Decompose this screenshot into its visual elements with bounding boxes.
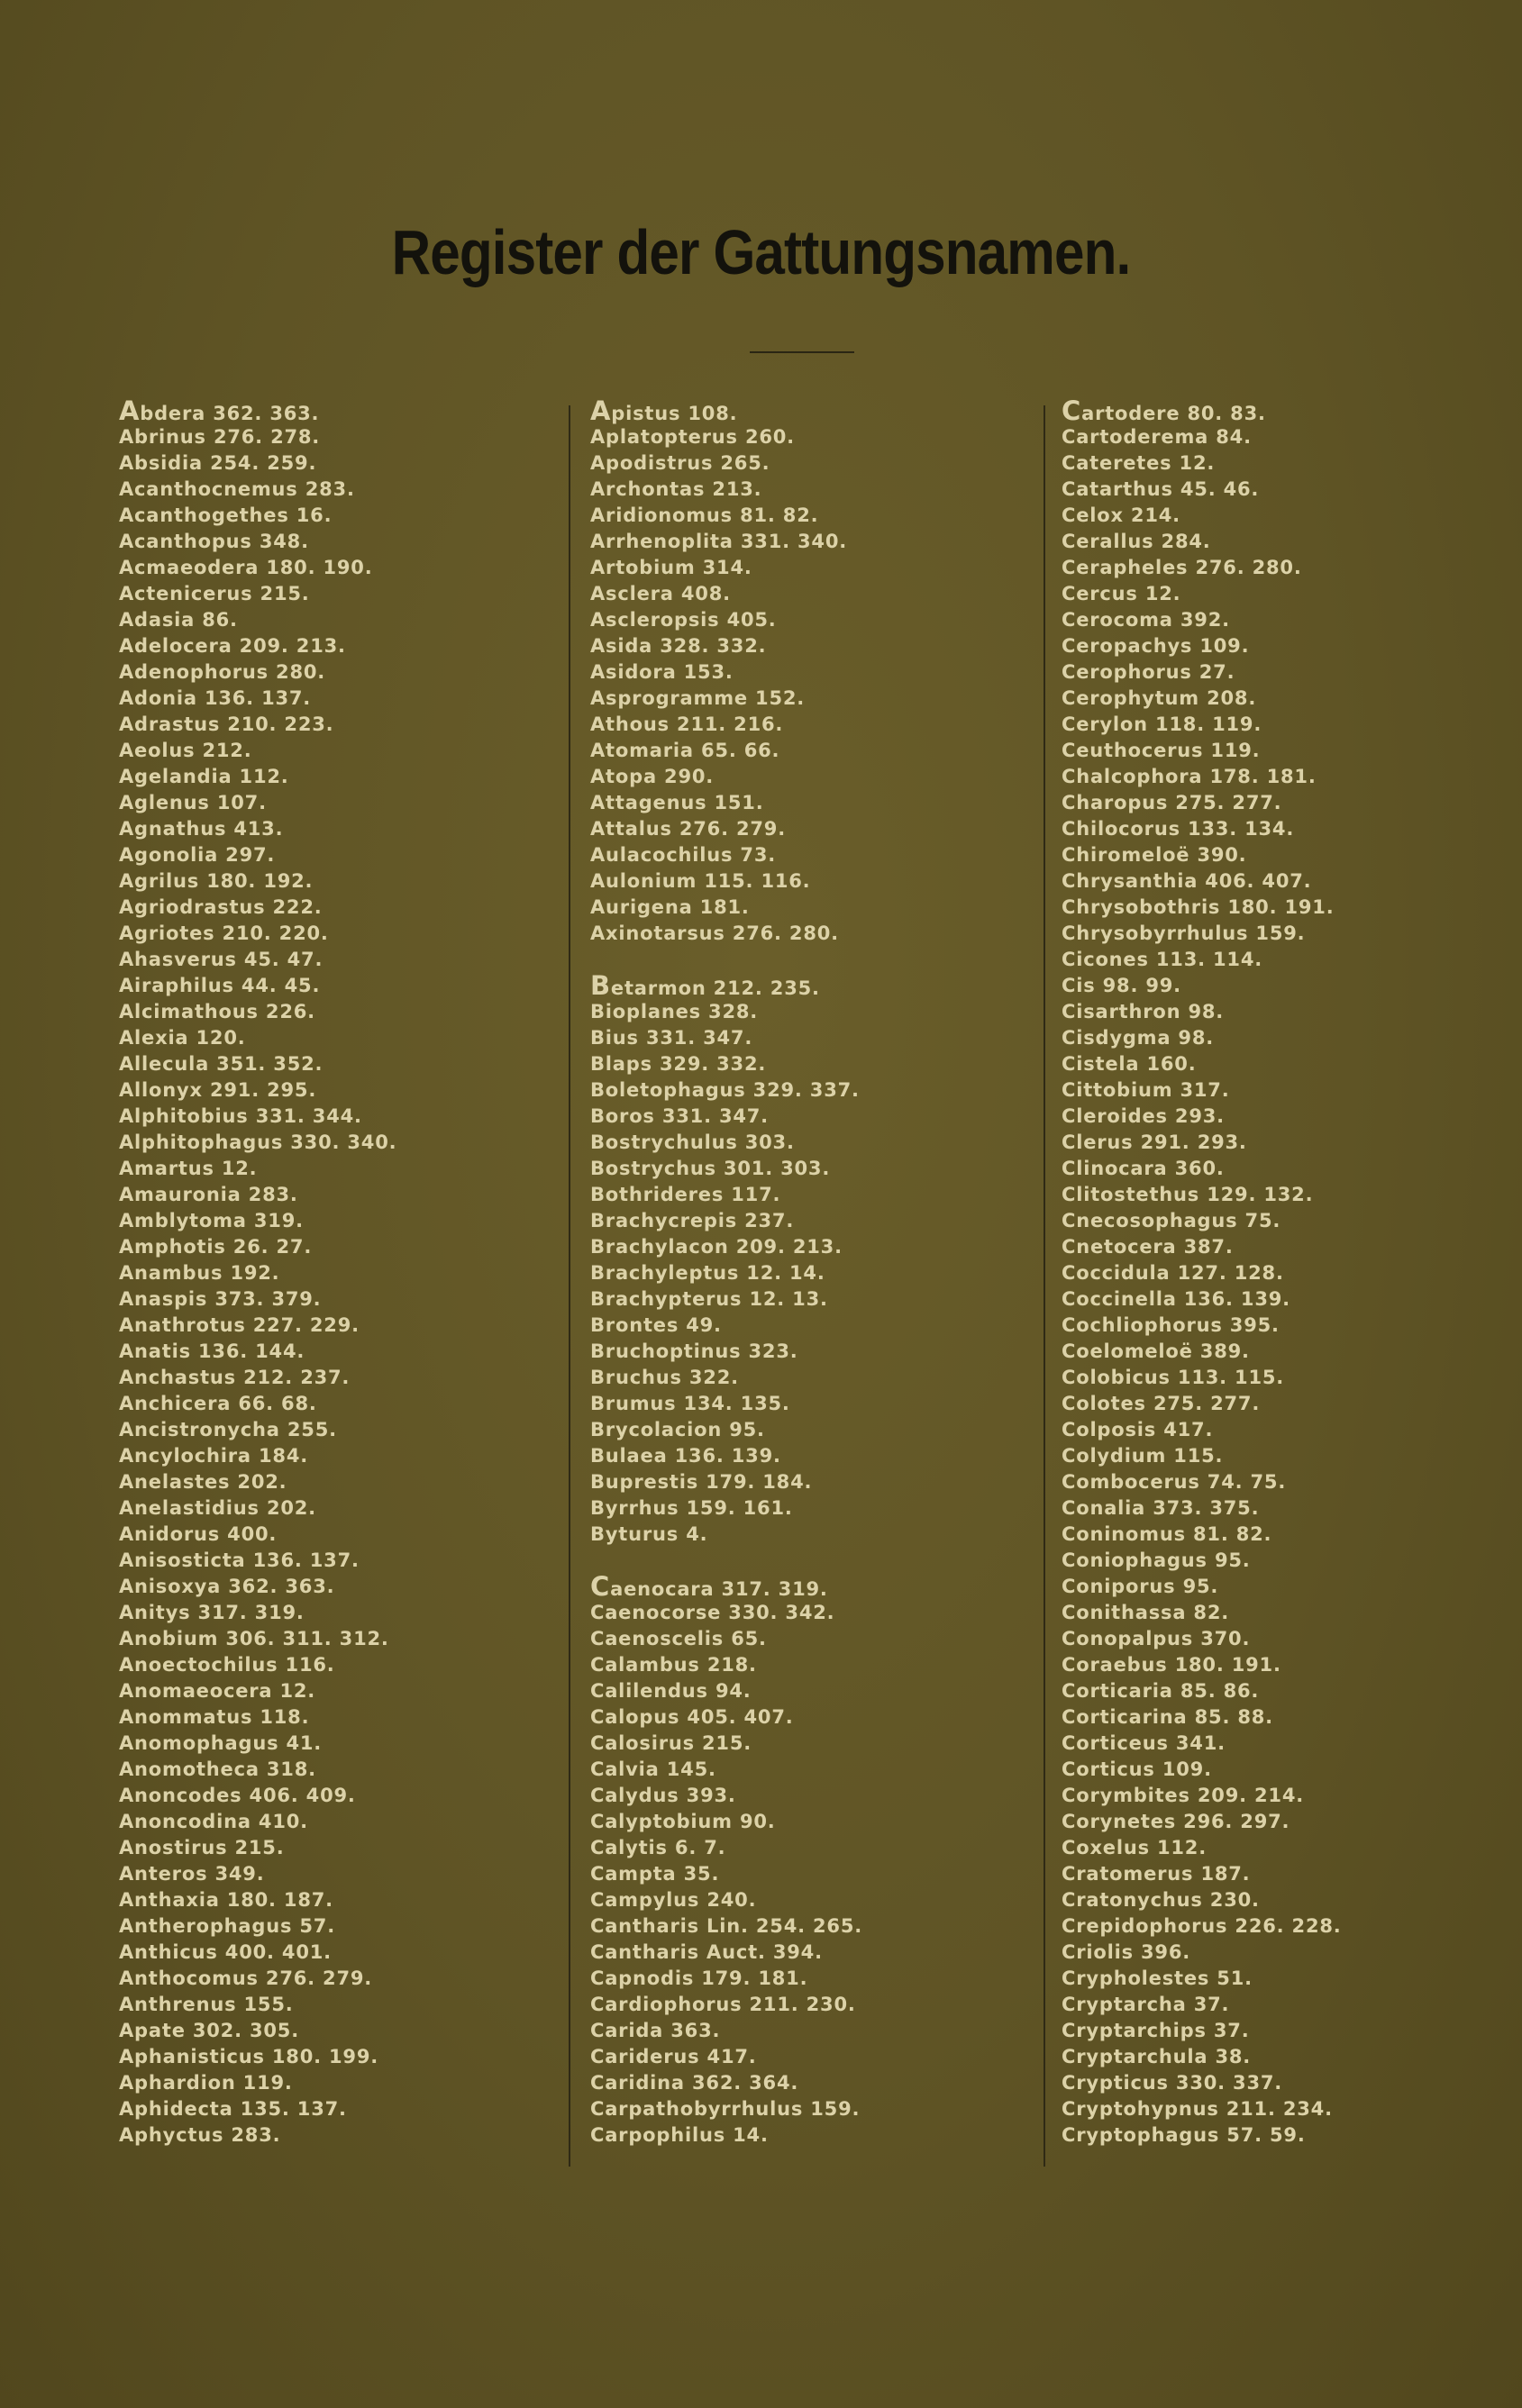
index-entry: Cratonychus 230. xyxy=(1062,1889,1260,1911)
index-entry: Cateretes 12. xyxy=(1062,452,1216,474)
index-entry: Acanthocnemus 283. xyxy=(119,478,355,500)
index-entry: Coccidula 127. 128. xyxy=(1062,1262,1284,1284)
index-entry: Agelandia 112. xyxy=(119,766,289,787)
index-entry: Cicones 113. 114. xyxy=(1062,949,1263,970)
index-entry: Cantharis Auct. 394. xyxy=(590,1941,823,1963)
index-entry: Coninomus 81. 82. xyxy=(1062,1523,1272,1545)
index-entry: Apate 302. 305. xyxy=(119,2020,299,2041)
index-entry: Bostrychus 301. 303. xyxy=(590,1158,831,1179)
index-entry: Cariderus 417. xyxy=(590,2046,757,2067)
index-entry: Arrhenoplita 331. 340. xyxy=(590,531,848,552)
index-entry: Allecula 351. 352. xyxy=(119,1053,324,1075)
index-entry: Campylus 240. xyxy=(590,1889,757,1911)
index-entry: Aphidecta 135. 137. xyxy=(119,2098,347,2120)
section-gap xyxy=(590,1548,1041,1574)
section-gap xyxy=(590,947,1041,973)
index-entry: Cartoderema 84. xyxy=(1062,426,1252,448)
index-entry: Cnetocera 387. xyxy=(1062,1236,1234,1258)
index-entry: Brachycrepis 237. xyxy=(590,1210,795,1231)
index-entry: Carpophilus 14. xyxy=(590,2124,769,2146)
index-entry: Amphotis 26. 27. xyxy=(119,1236,313,1258)
index-entry: Acanthopus 348. xyxy=(119,531,309,552)
index-entry: Cerophytum 208. xyxy=(1062,687,1257,709)
index-entry: Buprestis 179. 184. xyxy=(590,1471,813,1493)
index-entry: Chrysobothris 180. 191. xyxy=(1062,896,1335,918)
index-entry: Corticus 109. xyxy=(1062,1758,1212,1780)
index-entry: Anoectochilus 116. xyxy=(119,1654,335,1676)
index-entry: Abdera 362. 363. xyxy=(119,395,320,426)
index-entry: Chrysobyrrhulus 159. xyxy=(1062,922,1306,944)
index-entry: Bius 331. 347. xyxy=(590,1027,753,1049)
index-entry: Cerallus 284. xyxy=(1062,531,1211,552)
index-entry: Corticarina 85. 88. xyxy=(1062,1706,1273,1728)
index-entry: Cisarthron 98. xyxy=(1062,1001,1225,1022)
index-entry: Bulaea 136. 139. xyxy=(590,1445,781,1467)
index-entry: Criolis 396. xyxy=(1062,1941,1191,1963)
index-entry: Aphanisticus 180. 199. xyxy=(119,2046,379,2067)
index-entry: Anthrenus 155. xyxy=(119,1994,294,2015)
index-entry: Asprogramme 152. xyxy=(590,687,806,709)
index-entry: Abrinus 276. 278. xyxy=(119,426,321,448)
index-entry: Cistela 160. xyxy=(1062,1053,1197,1075)
index-entry: Adelocera 209. 213. xyxy=(119,635,346,657)
index-entry: Atomaria 65. 66. xyxy=(590,740,780,761)
index-entry: Bostrychulus 303. xyxy=(590,1131,795,1153)
index-entry: Adasia 86. xyxy=(119,609,238,631)
index-entry: Corticaria 85. 86. xyxy=(1062,1680,1260,1702)
index-entry: Calytis 6. 7. xyxy=(590,1837,726,1858)
index-entry: Brachylacon 209. 213. xyxy=(590,1236,843,1258)
index-entry: Cryptophagus 57. 59. xyxy=(1062,2124,1306,2146)
index-entry: Caenoscelis 65. xyxy=(590,1628,767,1649)
index-entry: Anteros 349. xyxy=(119,1863,265,1885)
index-entry: Amauronia 283. xyxy=(119,1184,298,1205)
index-entry: Ahasverus 45. 47. xyxy=(119,949,324,970)
index-entry: Allonyx 291. 295. xyxy=(119,1079,317,1101)
index-entry: Ancylochira 184. xyxy=(119,1445,309,1467)
index-entry: Cittobium 317. xyxy=(1062,1079,1230,1101)
page-title: Register der Gattungsnamen. xyxy=(391,217,1131,287)
index-entry: Absidia 254. 259. xyxy=(119,452,317,474)
index-entry: Capnodis 179. 181. xyxy=(590,1967,808,1989)
index-entry: Carpathobyrrhulus 159. xyxy=(590,2098,861,2120)
index-entry: Amartus 12. xyxy=(119,1158,258,1179)
index-entry: Anomaeocera 12. xyxy=(119,1680,316,1702)
index-entry: Amblytoma 319. xyxy=(119,1210,304,1231)
index-entry: Brachypterus 12. 13. xyxy=(590,1288,828,1310)
index-entry: Agriotes 210. 220. xyxy=(119,922,329,944)
index-entry: Anisoxya 362. 363. xyxy=(119,1576,335,1597)
index-entry: Cryptarcha 37. xyxy=(1062,1994,1230,2015)
index-entry: Cryptarchula 38. xyxy=(1062,2046,1252,2067)
index-entry: Brycolacion 95. xyxy=(590,1419,765,1440)
index-entry: Actenicerus 215. xyxy=(119,583,310,604)
index-entry: Agriodrastus 222. xyxy=(119,896,323,918)
index-entry: Cerylon 118. 119. xyxy=(1062,713,1262,735)
index-entry: Byrrhus 159. 161. xyxy=(590,1497,793,1519)
index-entry: Cryptohypnus 211. 234. xyxy=(1062,2098,1333,2120)
index-entry: Blaps 329. 332. xyxy=(590,1053,767,1075)
index-entry: Colydium 115. xyxy=(1062,1445,1224,1467)
index-entry: Coniporus 95. xyxy=(1062,1576,1219,1597)
index-entry: Cercus 12. xyxy=(1062,583,1181,604)
index-entry: Asidora 153. xyxy=(590,661,734,683)
index-entry: Coelomeloë 389. xyxy=(1062,1340,1250,1362)
index-entry: Anelastes 202. xyxy=(119,1471,287,1493)
index-entry: Anthocomus 276. 279. xyxy=(119,1967,373,1989)
index-entry: Ascleropsis 405. xyxy=(590,609,777,631)
index-entry: Anthaxia 180. 187. xyxy=(119,1889,333,1911)
index-entry: Anomotheca 318. xyxy=(119,1758,316,1780)
index-entry: Attalus 276. 279. xyxy=(590,818,786,840)
index-entry: Colotes 275. 277. xyxy=(1062,1393,1261,1414)
index-entry: Agnathus 413. xyxy=(119,818,284,840)
index-entry: Celox 214. xyxy=(1062,504,1180,526)
index-entry: Corynetes 296. 297. xyxy=(1062,1811,1290,1832)
index-column-a xyxy=(119,395,570,2149)
index-entry: Aurigena 181. xyxy=(590,896,750,918)
index-entry: Calambus 218. xyxy=(590,1654,757,1676)
index-entry: Anidorus 400. xyxy=(119,1523,278,1545)
index-entry: Antherophagus 57. xyxy=(119,1915,335,1937)
index-entry: Coxelus 112. xyxy=(1062,1837,1207,1858)
index-entry: Anomophagus 41. xyxy=(119,1732,323,1754)
index-entry: Anelastidius 202. xyxy=(119,1497,316,1519)
index-entry: Betarmon 212. 235. xyxy=(590,970,820,1001)
index-entry: Apistus 108. xyxy=(590,395,738,426)
index-entry: Crypholestes 51. xyxy=(1062,1967,1253,1989)
index-entry: Cratomerus 187. xyxy=(1062,1863,1251,1885)
index-entry: Aphyctus 283. xyxy=(119,2124,281,2146)
index-entry: Cerophorus 27. xyxy=(1062,661,1235,683)
index-entry: Acmaeodera 180. 190. xyxy=(119,557,373,578)
index-entry: Athous 211. 216. xyxy=(590,713,784,735)
index-entry: Anambus 192. xyxy=(119,1262,280,1284)
index-entry: Adonia 136. 137. xyxy=(119,687,312,709)
index-entry: Caridina 362. 364. xyxy=(590,2072,799,2094)
index-entry: Aulacochilus 73. xyxy=(590,844,777,866)
index-entry: Conithassa 82. xyxy=(1062,1602,1230,1623)
index-entry: Archontas 213. xyxy=(590,478,762,500)
index-entry: Catarthus 45. 46. xyxy=(1062,478,1260,500)
index-entry: Alphitophagus 330. 340. xyxy=(119,1131,397,1153)
index-entry: Aphardion 119. xyxy=(119,2072,293,2094)
index-entry: Axinotarsus 276. 280. xyxy=(590,922,839,944)
index-entry: Byturus 4. xyxy=(590,1523,708,1545)
index-entry: Anostirus 215. xyxy=(119,1837,285,1858)
index-entry: Anommatus 118. xyxy=(119,1706,310,1728)
index-entry: Asida 328. 332. xyxy=(590,635,767,657)
index-entry: Cis 98. 99. xyxy=(1062,975,1181,996)
index-entry: Conalia 373. 375. xyxy=(1062,1497,1260,1519)
index-entry: Cisdygma 98. xyxy=(1062,1027,1215,1049)
index-entry: Crepidophorus 226. 228. xyxy=(1062,1915,1342,1937)
index-entry: Cerocoma 392. xyxy=(1062,609,1230,631)
index-entry: Anisosticta 136. 137. xyxy=(119,1549,360,1571)
index-entry: Anoncodina 410. xyxy=(119,1811,308,1832)
index-entry: Anoncodes 406. 409. xyxy=(119,1785,356,1806)
index-entry: Chrysanthia 406. 407. xyxy=(1062,870,1312,892)
index-entry: Bruchus 322. xyxy=(590,1367,739,1388)
index-entry: Artobium 314. xyxy=(590,557,752,578)
index-entry: Calydus 393. xyxy=(590,1785,736,1806)
index-entry: Anchicera 66. 68. xyxy=(119,1393,317,1414)
index-entry: Aplatopterus 260. xyxy=(590,426,795,448)
index-entry: Aridionomus 81. 82. xyxy=(590,504,819,526)
index-entry: Bioplanes 328. xyxy=(590,1001,759,1022)
index-entry: Clitostethus 129. 132. xyxy=(1062,1184,1314,1205)
index-entry: Aglenus 107. xyxy=(119,792,267,813)
index-entry: Calilendus 94. xyxy=(590,1680,752,1702)
index-entry: Anthicus 400. 401. xyxy=(119,1941,332,1963)
index-entry: Anatis 136. 144. xyxy=(119,1340,305,1362)
index-entry: Coniophagus 95. xyxy=(1062,1549,1251,1571)
index-entry: Calopus 405. 407. xyxy=(590,1706,794,1728)
index-entry: Anitys 317. 319. xyxy=(119,1602,305,1623)
index-entry: Anchastus 212. 237. xyxy=(119,1367,351,1388)
index-entry: Corticeus 341. xyxy=(1062,1732,1226,1754)
index-entry: Coraebus 180. 191. xyxy=(1062,1654,1281,1676)
index-entry: Conopalpus 370. xyxy=(1062,1628,1251,1649)
index-column-b xyxy=(590,395,1041,2149)
index-entry: Attagenus 151. xyxy=(590,792,764,813)
index-entry: Acanthogethes 16. xyxy=(119,504,333,526)
index-entry: Calvia 145. xyxy=(590,1758,716,1780)
index-entry: Cochliophorus 395. xyxy=(1062,1314,1280,1336)
index-entry: Alexia 120. xyxy=(119,1027,246,1049)
index-entry: Cardiophorus 211. 230. xyxy=(590,1994,856,2015)
index-entry: Colposis 417. xyxy=(1062,1419,1214,1440)
index-entry: Campta 35. xyxy=(590,1863,720,1885)
index-entry: Bruchoptinus 323. xyxy=(590,1340,798,1362)
title-rule xyxy=(750,351,854,353)
index-entry: Cartodere 80. 83. xyxy=(1062,395,1266,426)
index-entry: Airaphilus 44. 45. xyxy=(119,975,321,996)
index-entry: Boletophagus 329. 337. xyxy=(590,1079,860,1101)
index-entry: Combocerus 74. 75. xyxy=(1062,1471,1287,1493)
index-entry: Cleroides 293. xyxy=(1062,1105,1225,1127)
index-entry: Aeolus 212. xyxy=(119,740,252,761)
index-entry: Ceuthocerus 119. xyxy=(1062,740,1261,761)
index-entry: Chiromeloë 390. xyxy=(1062,844,1247,866)
index-entry: Boros 331. 347. xyxy=(590,1105,769,1127)
index-entry: Asclera 408. xyxy=(590,583,731,604)
index-entry: Chalcophora 178. 181. xyxy=(1062,766,1317,787)
index-entry: Caenocorse 330. 342. xyxy=(590,1602,835,1623)
index-entry: Cantharis Lin. 254. 265. xyxy=(590,1915,863,1937)
index-entry: Coccinella 136. 139. xyxy=(1062,1288,1290,1310)
index-entry: Corymbites 209. 214. xyxy=(1062,1785,1305,1806)
index-entry: Clinocara 360. xyxy=(1062,1158,1225,1179)
index-entry: Anathrotus 227. 229. xyxy=(119,1314,360,1336)
index-entry: Charopus 275. 277. xyxy=(1062,792,1282,813)
index-entry: Carida 363. xyxy=(590,2020,721,2041)
index-entry: Ancistronycha 255. xyxy=(119,1419,337,1440)
index-entry: Aulonium 115. 116. xyxy=(590,870,811,892)
index-entry: Brumus 134. 135. xyxy=(590,1393,790,1414)
index-entry: Adrastus 210. 223. xyxy=(119,713,334,735)
index-entry: Atopa 290. xyxy=(590,766,715,787)
index-entry: Calyptobium 90. xyxy=(590,1811,776,1832)
index-entry: Caenocara 317. 319. xyxy=(590,1571,828,1602)
index-entry: Anobium 306. 311. 312. xyxy=(119,1628,389,1649)
index-entry: Agrilus 180. 192. xyxy=(119,870,314,892)
index-entry: Cerapheles 276. 280. xyxy=(1062,557,1302,578)
index-entry: Crypticus 330. 337. xyxy=(1062,2072,1283,2094)
index-entry: Anaspis 373. 379. xyxy=(119,1288,322,1310)
index-entry: Bothrideres 117. xyxy=(590,1184,781,1205)
index-entry: Cnecosophagus 75. xyxy=(1062,1210,1281,1231)
index-entry: Clerus 291. 293. xyxy=(1062,1131,1247,1153)
column-divider-right xyxy=(1044,405,1045,2167)
index-entry: Alphitobius 331. 344. xyxy=(119,1105,362,1127)
index-entry: Alcimathous 226. xyxy=(119,1001,315,1022)
index-entry: Brontes 49. xyxy=(590,1314,722,1336)
index-entry: Agonolia 297. xyxy=(119,844,276,866)
index-entry: Brachyleptus 12. 14. xyxy=(590,1262,825,1284)
index-entry: Ceropachys 109. xyxy=(1062,635,1250,657)
index-column-c xyxy=(1062,395,1512,2149)
index-entry: Adenophorus 280. xyxy=(119,661,326,683)
index-entry: Apodistrus 265. xyxy=(590,452,770,474)
index-entry: Colobicus 113. 115. xyxy=(1062,1367,1285,1388)
index-entry: Calosirus 215. xyxy=(590,1732,752,1754)
index-entry: Chilocorus 133. 134. xyxy=(1062,818,1295,840)
index-entry: Cryptarchips 37. xyxy=(1062,2020,1250,2041)
